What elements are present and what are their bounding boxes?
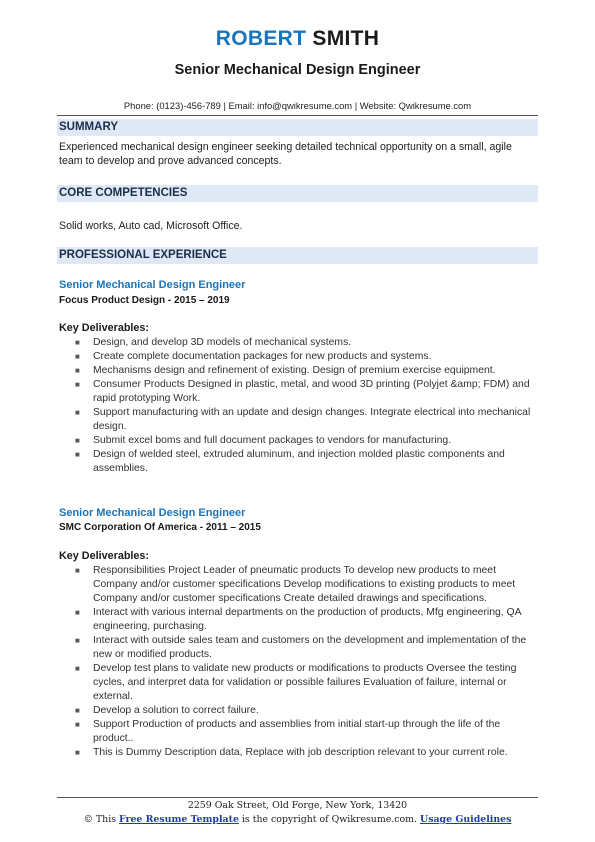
bullet-icon: ■ xyxy=(75,450,80,459)
footer-copyright: © This Free Resume Template is the copyright of Qwikresume.com. Usage Guidelines xyxy=(83,814,512,825)
experience-heading: PROFESSIONAL EXPERIENCE xyxy=(59,249,227,261)
job-2-title: Senior Mechanical Design Engineer xyxy=(59,507,246,519)
job-1-company: Focus Product Design - 2015 – 2019 xyxy=(59,295,230,306)
list-item: ■ Mechanisms design and refinement of existing. Design of premium exercise equipment. xyxy=(75,365,496,376)
summary-heading: SUMMARY xyxy=(59,121,118,133)
job-2-bullet-list xyxy=(59,564,537,760)
experience-heading-bar xyxy=(57,247,538,264)
bullet-icon: ■ xyxy=(75,566,80,575)
bullet-icon: ■ xyxy=(75,706,80,715)
bullet-icon: ■ xyxy=(75,380,80,389)
first-name: ROBERT xyxy=(215,27,307,50)
competencies-text: Solid works, Auto cad, Microsoft Office. xyxy=(59,220,243,232)
list-item: ■ Create complete documentation packages for new products and systems. xyxy=(75,351,432,362)
summary-heading-bar xyxy=(57,119,538,136)
list-item: ■ Develop a solution to correct failure. xyxy=(75,705,259,716)
bullet-icon: ■ xyxy=(75,408,80,417)
list-item: ■ Design of welded steel, extruded aluminum, and injection molded plastic components and assemblies. xyxy=(75,449,505,474)
job-title-heading: Senior Mechanical Design Engineer xyxy=(174,62,421,78)
bullet-icon: ■ xyxy=(75,338,80,347)
contact-line: Phone: (0123)-456-789 | Email: info@qwikresume.com | Website: Qwikresume.com xyxy=(123,100,472,111)
free-resume-template-link[interactable]: Free Resume Template xyxy=(119,814,239,825)
list-item: ■ Develop test plans to validate new products or modifications to products Oversee the testing cycles, and interpret data for validation or possible failures Evaluation of failure, internal or external. xyxy=(75,663,517,702)
list-item: ■ Responsibilities Project Leader of pneumatic products To develop new products to meet Company and/or customer specifications Develop modifications to existing products to meet Company and/or customer specifications Create detailed drawings and specifications. xyxy=(75,565,516,604)
competencies-heading: CORE COMPETENCIES xyxy=(59,187,188,199)
bullet-icon: ■ xyxy=(75,636,80,645)
usage-guidelines-link[interactable]: Usage Guidelines xyxy=(420,814,512,825)
job-1-deliverables-label: Key Deliverables: xyxy=(59,322,150,334)
header-divider xyxy=(57,115,538,116)
job-2-deliverables-label: Key Deliverables: xyxy=(59,550,150,562)
bullet-icon: ■ xyxy=(75,748,80,757)
bullet-icon: ■ xyxy=(75,436,80,445)
competencies-heading-bar xyxy=(57,185,538,202)
summary-text: Experienced mechanical design engineer seeking detailed technical opportunity on a small, agile team to develop and prove advanced concepts. xyxy=(59,141,512,167)
job-1-bullet-list xyxy=(59,336,537,476)
job-2-company: SMC Corporation Of America - 2011 – 2015 xyxy=(59,522,261,533)
list-item: ■ Support Production of products and assemblies from initial start-up through the life of the product.. xyxy=(75,719,501,744)
candidate-name xyxy=(0,27,595,51)
bullet-icon: ■ xyxy=(75,664,80,673)
list-item: ■ Submit excel boms and full document packages to vendors for manufacturing. xyxy=(75,435,452,446)
list-item: ■ Support manufacturing with an update and design changes. Integrate electrical into mechanical design. xyxy=(75,407,531,432)
bullet-icon: ■ xyxy=(75,366,80,375)
bullet-icon: ■ xyxy=(75,608,80,617)
list-item: ■ Consumer Products Designed in plastic, metal, and wood 3D printing (Polyjet &amp; FDM) and rapid prototyping Work. xyxy=(75,379,530,404)
job-1-title: Senior Mechanical Design Engineer xyxy=(59,279,246,291)
list-item: ■ This is Dummy Description data, Replace with job description relevant to your current role. xyxy=(75,747,508,758)
list-item: ■ Interact with various internal departments on the production of products, Mfg engineering, QA engineering, purchasing. xyxy=(75,607,521,632)
last-name: SMITH xyxy=(312,27,380,50)
footer-divider xyxy=(57,797,538,798)
bullet-icon: ■ xyxy=(75,720,80,729)
footer-address: 2259 Oak Street, Old Forge, New York, 13420 xyxy=(187,800,408,811)
list-item: ■ Interact with outside sales team and customers on the development and implementation of the new or modified products. xyxy=(75,635,527,660)
list-item: ■ Design, and develop 3D models of mechanical systems. xyxy=(75,337,352,348)
bullet-icon: ■ xyxy=(75,352,80,361)
